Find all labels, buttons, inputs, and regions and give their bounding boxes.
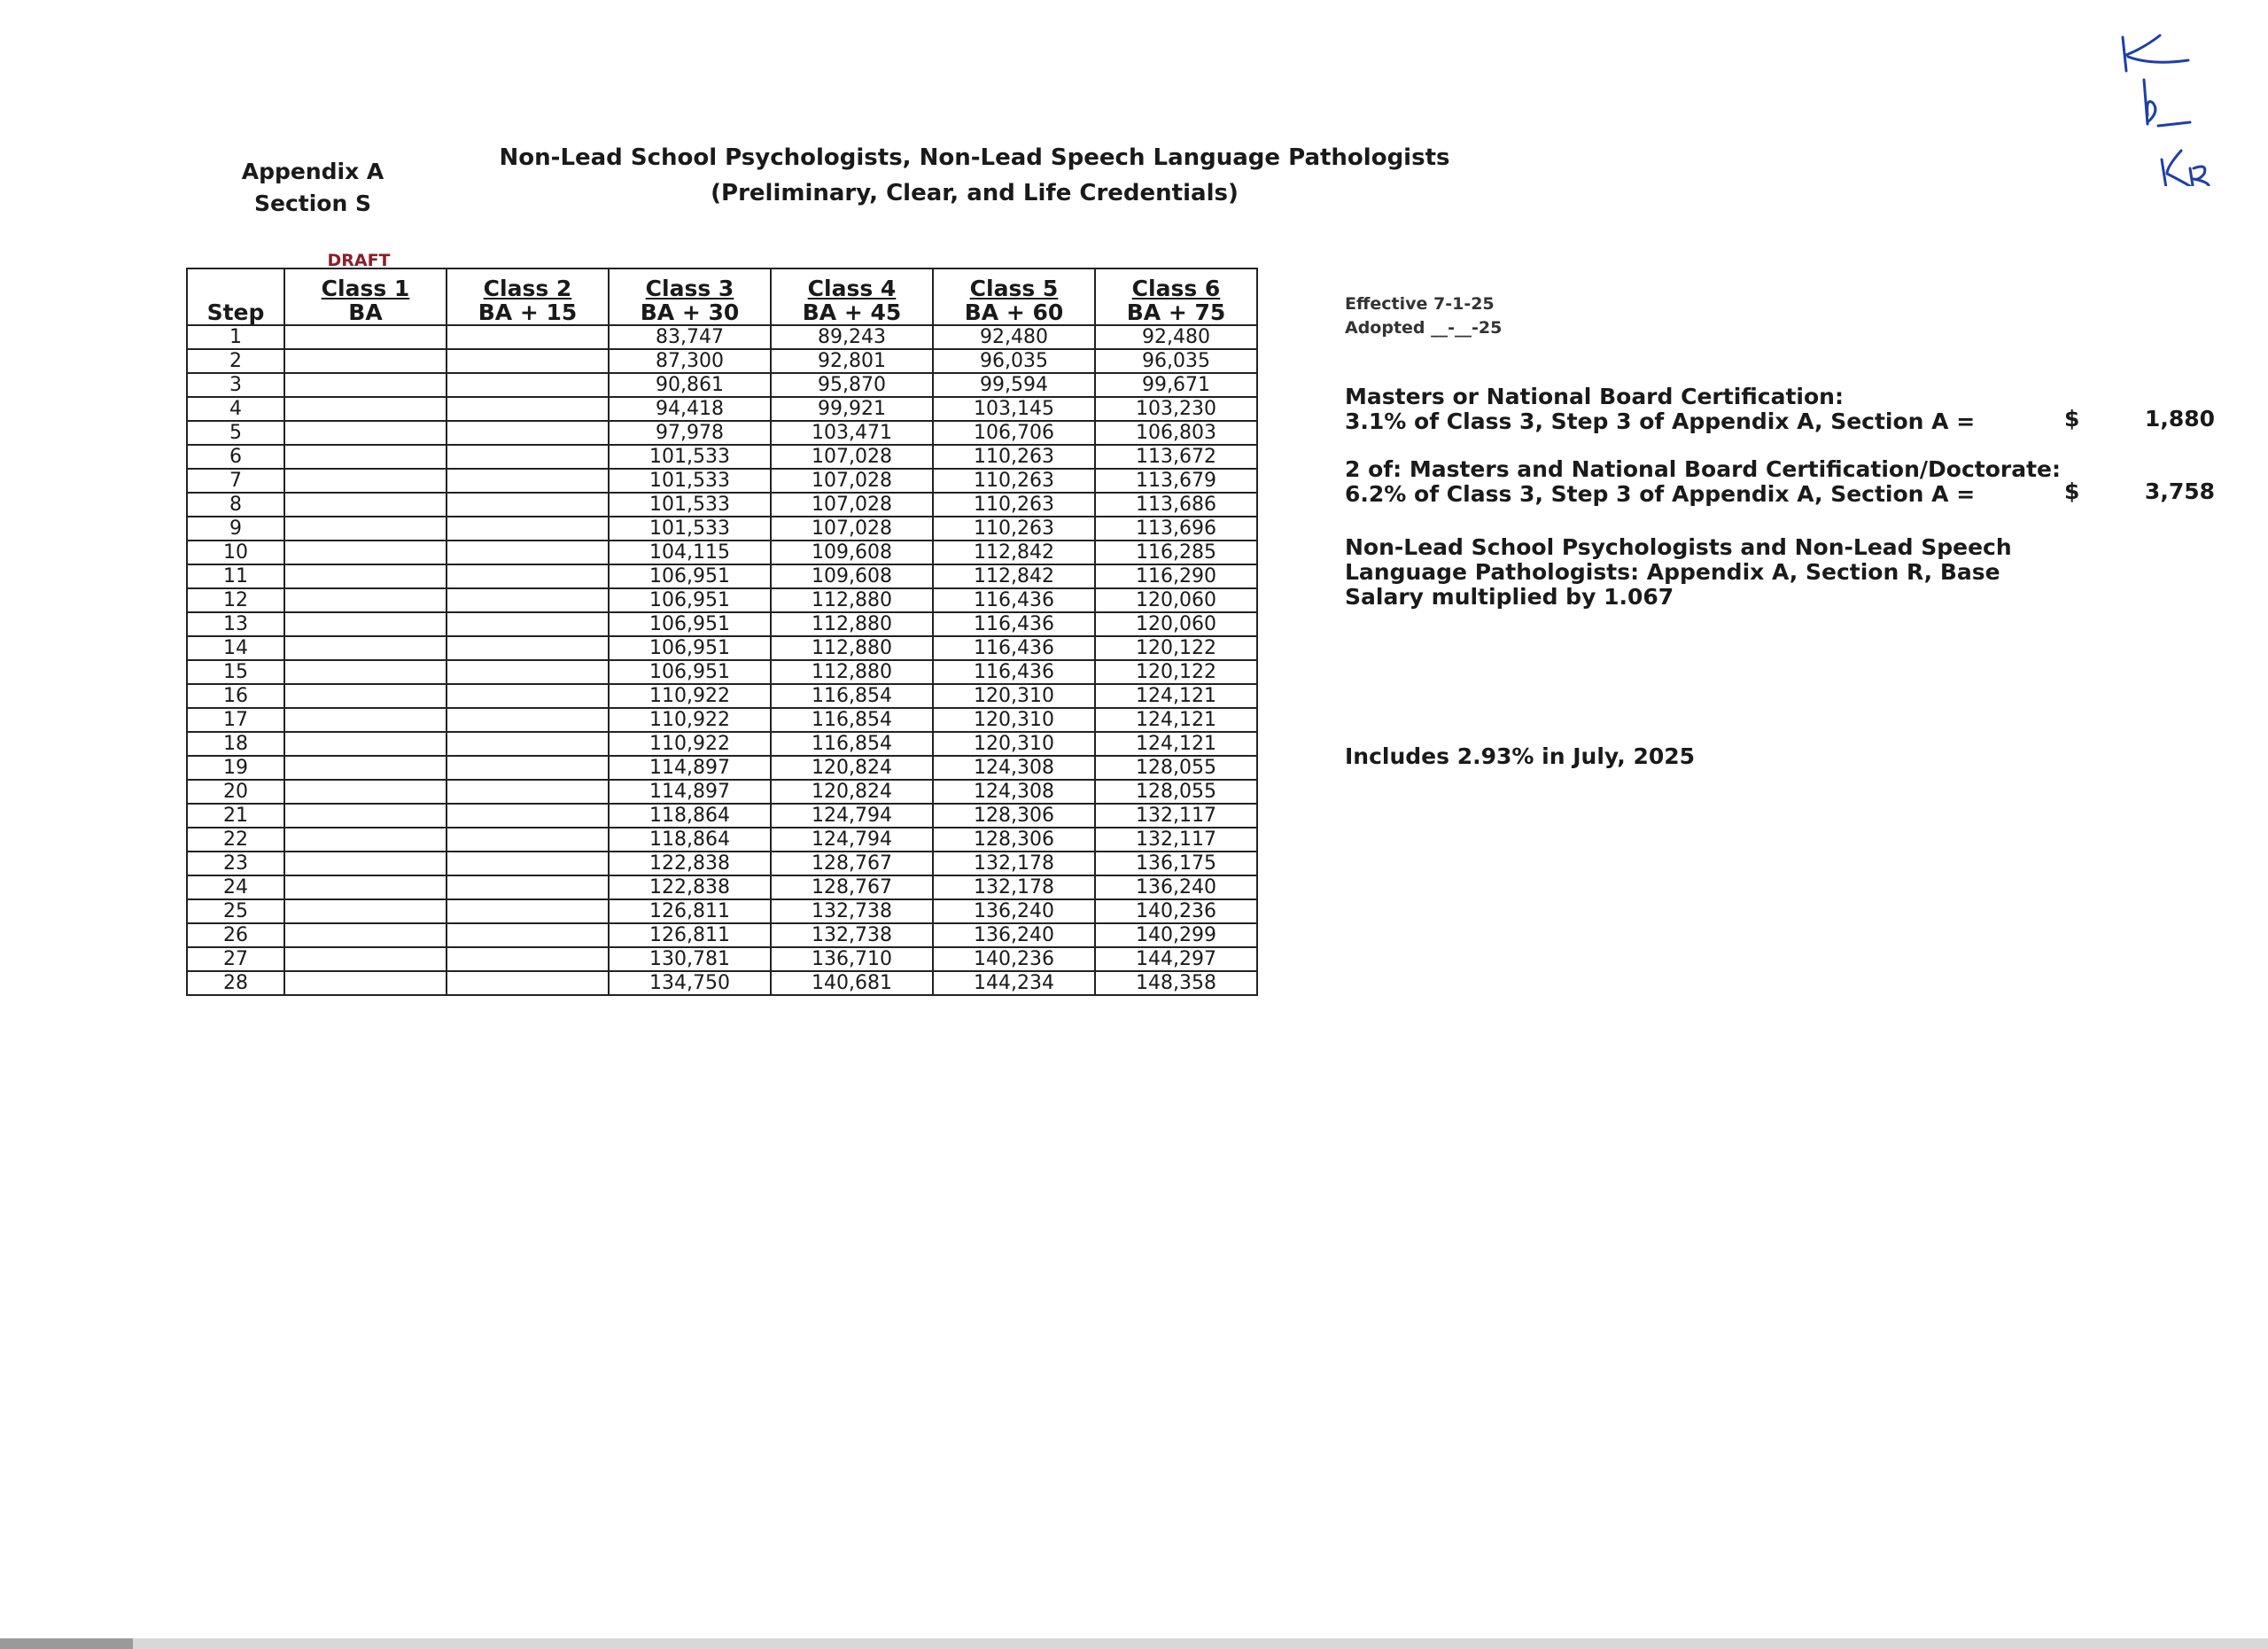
salary-cell: 110,263 [933, 517, 1095, 541]
table-row [187, 612, 1257, 636]
appendix-title: Appendix A [241, 159, 384, 184]
salary-cell: 103,471 [771, 421, 933, 445]
table-row [187, 541, 1257, 564]
salary-cell: 114,897 [609, 780, 771, 804]
step-cell: 5 [187, 421, 284, 445]
class-1-name: Class 1 [321, 276, 410, 301]
masters-line-1: Masters or National Board Certification: [1345, 384, 1844, 409]
salary-cell: 140,236 [1095, 899, 1257, 923]
salary-cell: 101,533 [609, 493, 771, 517]
salary-cell: 132,178 [933, 875, 1095, 899]
step-cell: 3 [187, 373, 284, 397]
salary-cell: 136,240 [1095, 875, 1257, 899]
table-row [187, 373, 1257, 397]
base-line-1: Non-Lead School Psychologists and Non-Lead Speech [1345, 534, 2012, 560]
salary-cell: 120,060 [1095, 612, 1257, 636]
class-2-header [447, 268, 609, 325]
salary-cell [284, 349, 447, 373]
salary-cell: 113,686 [1095, 493, 1257, 517]
salary-cell [447, 612, 609, 636]
salary-cell: 83,747 [609, 325, 771, 349]
table-row [187, 899, 1257, 923]
step-cell: 27 [187, 947, 284, 971]
salary-cell [447, 732, 609, 756]
table-row [187, 564, 1257, 588]
class-6-units: BA + 75 [1126, 299, 1226, 325]
salary-cell [284, 947, 447, 971]
table-row [187, 349, 1257, 373]
salary-cell [284, 660, 447, 684]
salary-cell [447, 564, 609, 588]
salary-cell: 94,418 [609, 397, 771, 421]
salary-cell: 136,240 [933, 899, 1095, 923]
masters-stipend-note [1345, 385, 1975, 434]
table-row [187, 636, 1257, 660]
step-cell: 24 [187, 875, 284, 899]
table-row [187, 732, 1257, 756]
salary-cell [447, 517, 609, 541]
salary-cell: 106,951 [609, 612, 771, 636]
salary-cell: 110,922 [609, 708, 771, 732]
salary-cell: 116,436 [933, 660, 1095, 684]
salary-cell [447, 469, 609, 493]
table-row [187, 445, 1257, 469]
salary-cell [284, 971, 447, 995]
salary-cell: 92,480 [933, 325, 1095, 349]
salary-cell: 120,122 [1095, 636, 1257, 660]
salary-cell: 140,236 [933, 947, 1095, 971]
effective-date: Effective 7-1-25 [1345, 294, 1495, 314]
step-cell: 8 [187, 493, 284, 517]
salary-cell [284, 325, 447, 349]
step-cell: 15 [187, 660, 284, 684]
table-row [187, 971, 1257, 995]
salary-cell [284, 923, 447, 947]
step-cell: 14 [187, 636, 284, 660]
salary-cell [447, 899, 609, 923]
salary-cell: 92,801 [771, 349, 933, 373]
class-3-name: Class 3 [645, 276, 734, 301]
table-row [187, 708, 1257, 732]
class-6-name: Class 6 [1131, 276, 1221, 301]
salary-cell: 120,310 [933, 684, 1095, 708]
salary-cell [284, 708, 447, 732]
salary-cell [284, 564, 447, 588]
salary-cell: 106,951 [609, 636, 771, 660]
salary-cell: 110,263 [933, 445, 1095, 469]
step-cell: 21 [187, 804, 284, 828]
salary-cell: 118,864 [609, 828, 771, 852]
salary-cell: 136,175 [1095, 852, 1257, 875]
step-cell: 7 [187, 469, 284, 493]
step-cell: 13 [187, 612, 284, 636]
class-1-header [284, 268, 447, 325]
table-row [187, 852, 1257, 875]
class-5-name: Class 5 [969, 276, 1059, 301]
scan-shadow [0, 1638, 133, 1649]
salary-cell [447, 421, 609, 445]
scan-edge [0, 1638, 2268, 1649]
table-body [187, 325, 1257, 995]
step-cell: 20 [187, 780, 284, 804]
salary-cell [447, 804, 609, 828]
salary-cell: 124,121 [1095, 732, 1257, 756]
salary-cell: 106,951 [609, 588, 771, 612]
salary-cell: 101,533 [609, 469, 771, 493]
table-row [187, 947, 1257, 971]
salary-cell: 106,951 [609, 564, 771, 588]
salary-cell: 124,308 [933, 780, 1095, 804]
table-row [187, 923, 1257, 947]
salary-cell: 136,710 [771, 947, 933, 971]
two-of-currency: $ [2064, 478, 2080, 504]
class-5-header [933, 268, 1095, 325]
step-cell: 9 [187, 517, 284, 541]
salary-cell: 126,811 [609, 899, 771, 923]
salary-cell [447, 660, 609, 684]
salary-cell: 103,145 [933, 397, 1095, 421]
draft-stamp: DRAFT [327, 251, 391, 270]
step-cell: 25 [187, 899, 284, 923]
salary-cell [447, 828, 609, 852]
salary-cell: 120,310 [933, 732, 1095, 756]
salary-cell [447, 971, 609, 995]
salary-cell [447, 852, 609, 875]
salary-cell: 112,842 [933, 541, 1095, 564]
salary-cell [447, 947, 609, 971]
salary-cell: 128,306 [933, 804, 1095, 828]
base-salary-note [1345, 535, 2012, 610]
salary-cell [447, 588, 609, 612]
table-row [187, 875, 1257, 899]
salary-cell: 120,824 [771, 756, 933, 780]
salary-cell: 124,794 [771, 804, 933, 828]
includes-note: Includes 2.93% in July, 2025 [1345, 743, 1696, 769]
table-row [187, 397, 1257, 421]
salary-cell: 89,243 [771, 325, 933, 349]
step-cell: 11 [187, 564, 284, 588]
salary-cell [447, 397, 609, 421]
salary-cell [284, 517, 447, 541]
class-4-name: Class 4 [807, 276, 897, 301]
salary-cell: 109,608 [771, 541, 933, 564]
step-cell: 18 [187, 732, 284, 756]
salary-cell: 136,240 [933, 923, 1095, 947]
table-row [187, 469, 1257, 493]
step-cell: 1 [187, 325, 284, 349]
salary-cell: 110,922 [609, 684, 771, 708]
salary-cell: 96,035 [933, 349, 1095, 373]
salary-cell: 128,055 [1095, 756, 1257, 780]
salary-cell: 113,672 [1095, 445, 1257, 469]
title-line-1: Non-Lead School Psychologists, Non-Lead Speech Language Pathologists [499, 144, 1450, 171]
salary-cell: 110,263 [933, 493, 1095, 517]
masters-line-2: 3.1% of Class 3, Step 3 of Appendix A, Section A = [1345, 408, 1976, 434]
table-row [187, 517, 1257, 541]
salary-cell: 124,308 [933, 756, 1095, 780]
salary-cell: 126,811 [609, 923, 771, 947]
salary-cell: 120,310 [933, 708, 1095, 732]
table-row [187, 756, 1257, 780]
salary-cell: 110,263 [933, 469, 1095, 493]
salary-cell: 109,608 [771, 564, 933, 588]
class-2-units: BA + 15 [478, 299, 578, 325]
salary-cell: 113,696 [1095, 517, 1257, 541]
salary-cell: 112,880 [771, 660, 933, 684]
document-title [496, 140, 1453, 211]
table-row [187, 588, 1257, 612]
salary-cell: 107,028 [771, 517, 933, 541]
step-cell: 17 [187, 708, 284, 732]
salary-cell: 132,738 [771, 899, 933, 923]
salary-cell [284, 397, 447, 421]
salary-cell: 132,738 [771, 923, 933, 947]
salary-cell: 103,230 [1095, 397, 1257, 421]
two-of-stipend-note [1345, 457, 2061, 507]
salary-cell: 110,922 [609, 732, 771, 756]
table-row [187, 684, 1257, 708]
salary-cell [284, 541, 447, 564]
salary-cell [284, 899, 447, 923]
salary-cell: 99,671 [1095, 373, 1257, 397]
salary-cell [284, 445, 447, 469]
salary-cell: 106,706 [933, 421, 1095, 445]
class-5-units: BA + 60 [964, 299, 1064, 325]
step-cell: 4 [187, 397, 284, 421]
salary-cell: 112,842 [933, 564, 1095, 588]
salary-cell: 101,533 [609, 445, 771, 469]
salary-cell [284, 373, 447, 397]
step-cell: 23 [187, 852, 284, 875]
salary-cell [447, 636, 609, 660]
salary-cell [447, 493, 609, 517]
section-title: Section S [254, 191, 371, 216]
salary-cell [447, 373, 609, 397]
salary-cell [447, 325, 609, 349]
salary-cell: 87,300 [609, 349, 771, 373]
salary-cell: 107,028 [771, 445, 933, 469]
salary-cell: 96,035 [1095, 349, 1257, 373]
class-4-units: BA + 45 [802, 299, 902, 325]
step-cell: 10 [187, 541, 284, 564]
salary-cell: 128,055 [1095, 780, 1257, 804]
table-row [187, 828, 1257, 852]
salary-cell: 134,750 [609, 971, 771, 995]
salary-cell: 116,436 [933, 612, 1095, 636]
salary-cell: 120,060 [1095, 588, 1257, 612]
salary-cell: 132,117 [1095, 828, 1257, 852]
salary-cell: 124,121 [1095, 684, 1257, 708]
salary-cell: 124,121 [1095, 708, 1257, 732]
class-6-header [1095, 268, 1257, 325]
class-3-header [609, 268, 771, 325]
salary-cell [447, 875, 609, 899]
salary-cell [284, 421, 447, 445]
two-of-amount: 3,758 [2144, 478, 2215, 504]
class-1-units: BA [348, 299, 383, 325]
salary-cell: 97,978 [609, 421, 771, 445]
table-header-row [187, 268, 1257, 325]
salary-cell: 107,028 [771, 469, 933, 493]
salary-cell: 116,285 [1095, 541, 1257, 564]
salary-cell: 112,880 [771, 588, 933, 612]
salary-cell [284, 612, 447, 636]
salary-cell: 116,436 [933, 588, 1095, 612]
step-cell: 6 [187, 445, 284, 469]
salary-cell [284, 684, 447, 708]
step-cell: 28 [187, 971, 284, 995]
masters-amount: 1,880 [2144, 406, 2215, 432]
table-row [187, 325, 1257, 349]
salary-cell: 128,767 [771, 852, 933, 875]
salary-cell: 128,306 [933, 828, 1095, 852]
salary-cell: 148,358 [1095, 971, 1257, 995]
salary-cell: 132,178 [933, 852, 1095, 875]
table-row [187, 804, 1257, 828]
salary-cell: 122,838 [609, 875, 771, 899]
table-row [187, 660, 1257, 684]
salary-cell [447, 445, 609, 469]
effective-block [1345, 292, 1502, 340]
step-cell: 19 [187, 756, 284, 780]
two-of-line-2: 6.2% of Class 3, Step 3 of Appendix A, Section A = [1345, 481, 1976, 507]
salary-cell [447, 923, 609, 947]
step-cell: 22 [187, 828, 284, 852]
salary-cell: 120,824 [771, 780, 933, 804]
salary-cell [284, 636, 447, 660]
salary-cell: 95,870 [771, 373, 933, 397]
salary-cell: 99,921 [771, 397, 933, 421]
step-cell: 2 [187, 349, 284, 373]
salary-cell [284, 852, 447, 875]
salary-cell [284, 469, 447, 493]
salary-cell: 114,897 [609, 756, 771, 780]
salary-cell [447, 349, 609, 373]
masters-currency: $ [2064, 406, 2080, 432]
salary-cell [284, 756, 447, 780]
salary-cell: 118,864 [609, 804, 771, 828]
salary-cell: 113,679 [1095, 469, 1257, 493]
step-cell: 26 [187, 923, 284, 947]
base-line-2: Language Pathologists: Appendix A, Section R, Base [1345, 559, 2000, 585]
salary-cell: 107,028 [771, 493, 933, 517]
salary-cell: 116,854 [771, 684, 933, 708]
salary-cell: 116,290 [1095, 564, 1257, 588]
salary-schedule-table [186, 268, 1258, 996]
salary-cell: 116,854 [771, 732, 933, 756]
salary-cell: 144,297 [1095, 947, 1257, 971]
salary-cell: 99,594 [933, 373, 1095, 397]
salary-cell: 140,681 [771, 971, 933, 995]
step-header: Step [187, 268, 284, 325]
class-3-units: BA + 30 [640, 299, 740, 325]
salary-cell: 132,117 [1095, 804, 1257, 828]
salary-cell: 124,794 [771, 828, 933, 852]
table-row [187, 780, 1257, 804]
salary-cell [447, 708, 609, 732]
table-row [187, 493, 1257, 517]
base-line-3: Salary multiplied by 1.067 [1345, 584, 1674, 610]
step-cell: 16 [187, 684, 284, 708]
salary-cell: 144,234 [933, 971, 1095, 995]
salary-cell: 120,122 [1095, 660, 1257, 684]
salary-cell: 122,838 [609, 852, 771, 875]
salary-cell: 130,781 [609, 947, 771, 971]
salary-cell [447, 541, 609, 564]
salary-cell [447, 684, 609, 708]
salary-cell [447, 780, 609, 804]
salary-cell [447, 756, 609, 780]
appendix-label [202, 156, 423, 220]
salary-cell: 92,480 [1095, 325, 1257, 349]
adopted-date: Adopted __-__-25 [1345, 318, 1503, 338]
title-line-2: (Preliminary, Clear, and Life Credentials) [711, 180, 1239, 206]
salary-cell: 104,115 [609, 541, 771, 564]
salary-cell [284, 804, 447, 828]
salary-cell [284, 493, 447, 517]
class-2-name: Class 2 [483, 276, 572, 301]
salary-cell: 140,299 [1095, 923, 1257, 947]
table-row [187, 421, 1257, 445]
salary-cell: 90,861 [609, 373, 771, 397]
salary-cell [284, 780, 447, 804]
handwritten-initials-signature [2109, 27, 2233, 186]
salary-cell [284, 732, 447, 756]
salary-cell: 116,854 [771, 708, 933, 732]
salary-cell: 116,436 [933, 636, 1095, 660]
salary-cell: 128,767 [771, 875, 933, 899]
salary-cell [284, 828, 447, 852]
salary-cell [284, 588, 447, 612]
salary-cell: 101,533 [609, 517, 771, 541]
salary-cell: 112,880 [771, 636, 933, 660]
salary-cell: 106,803 [1095, 421, 1257, 445]
salary-cell [284, 875, 447, 899]
two-of-line-1: 2 of: Masters and National Board Certification/Doctorate: [1345, 456, 2061, 482]
salary-cell: 106,951 [609, 660, 771, 684]
class-4-header [771, 268, 933, 325]
step-cell: 12 [187, 588, 284, 612]
salary-cell: 112,880 [771, 612, 933, 636]
